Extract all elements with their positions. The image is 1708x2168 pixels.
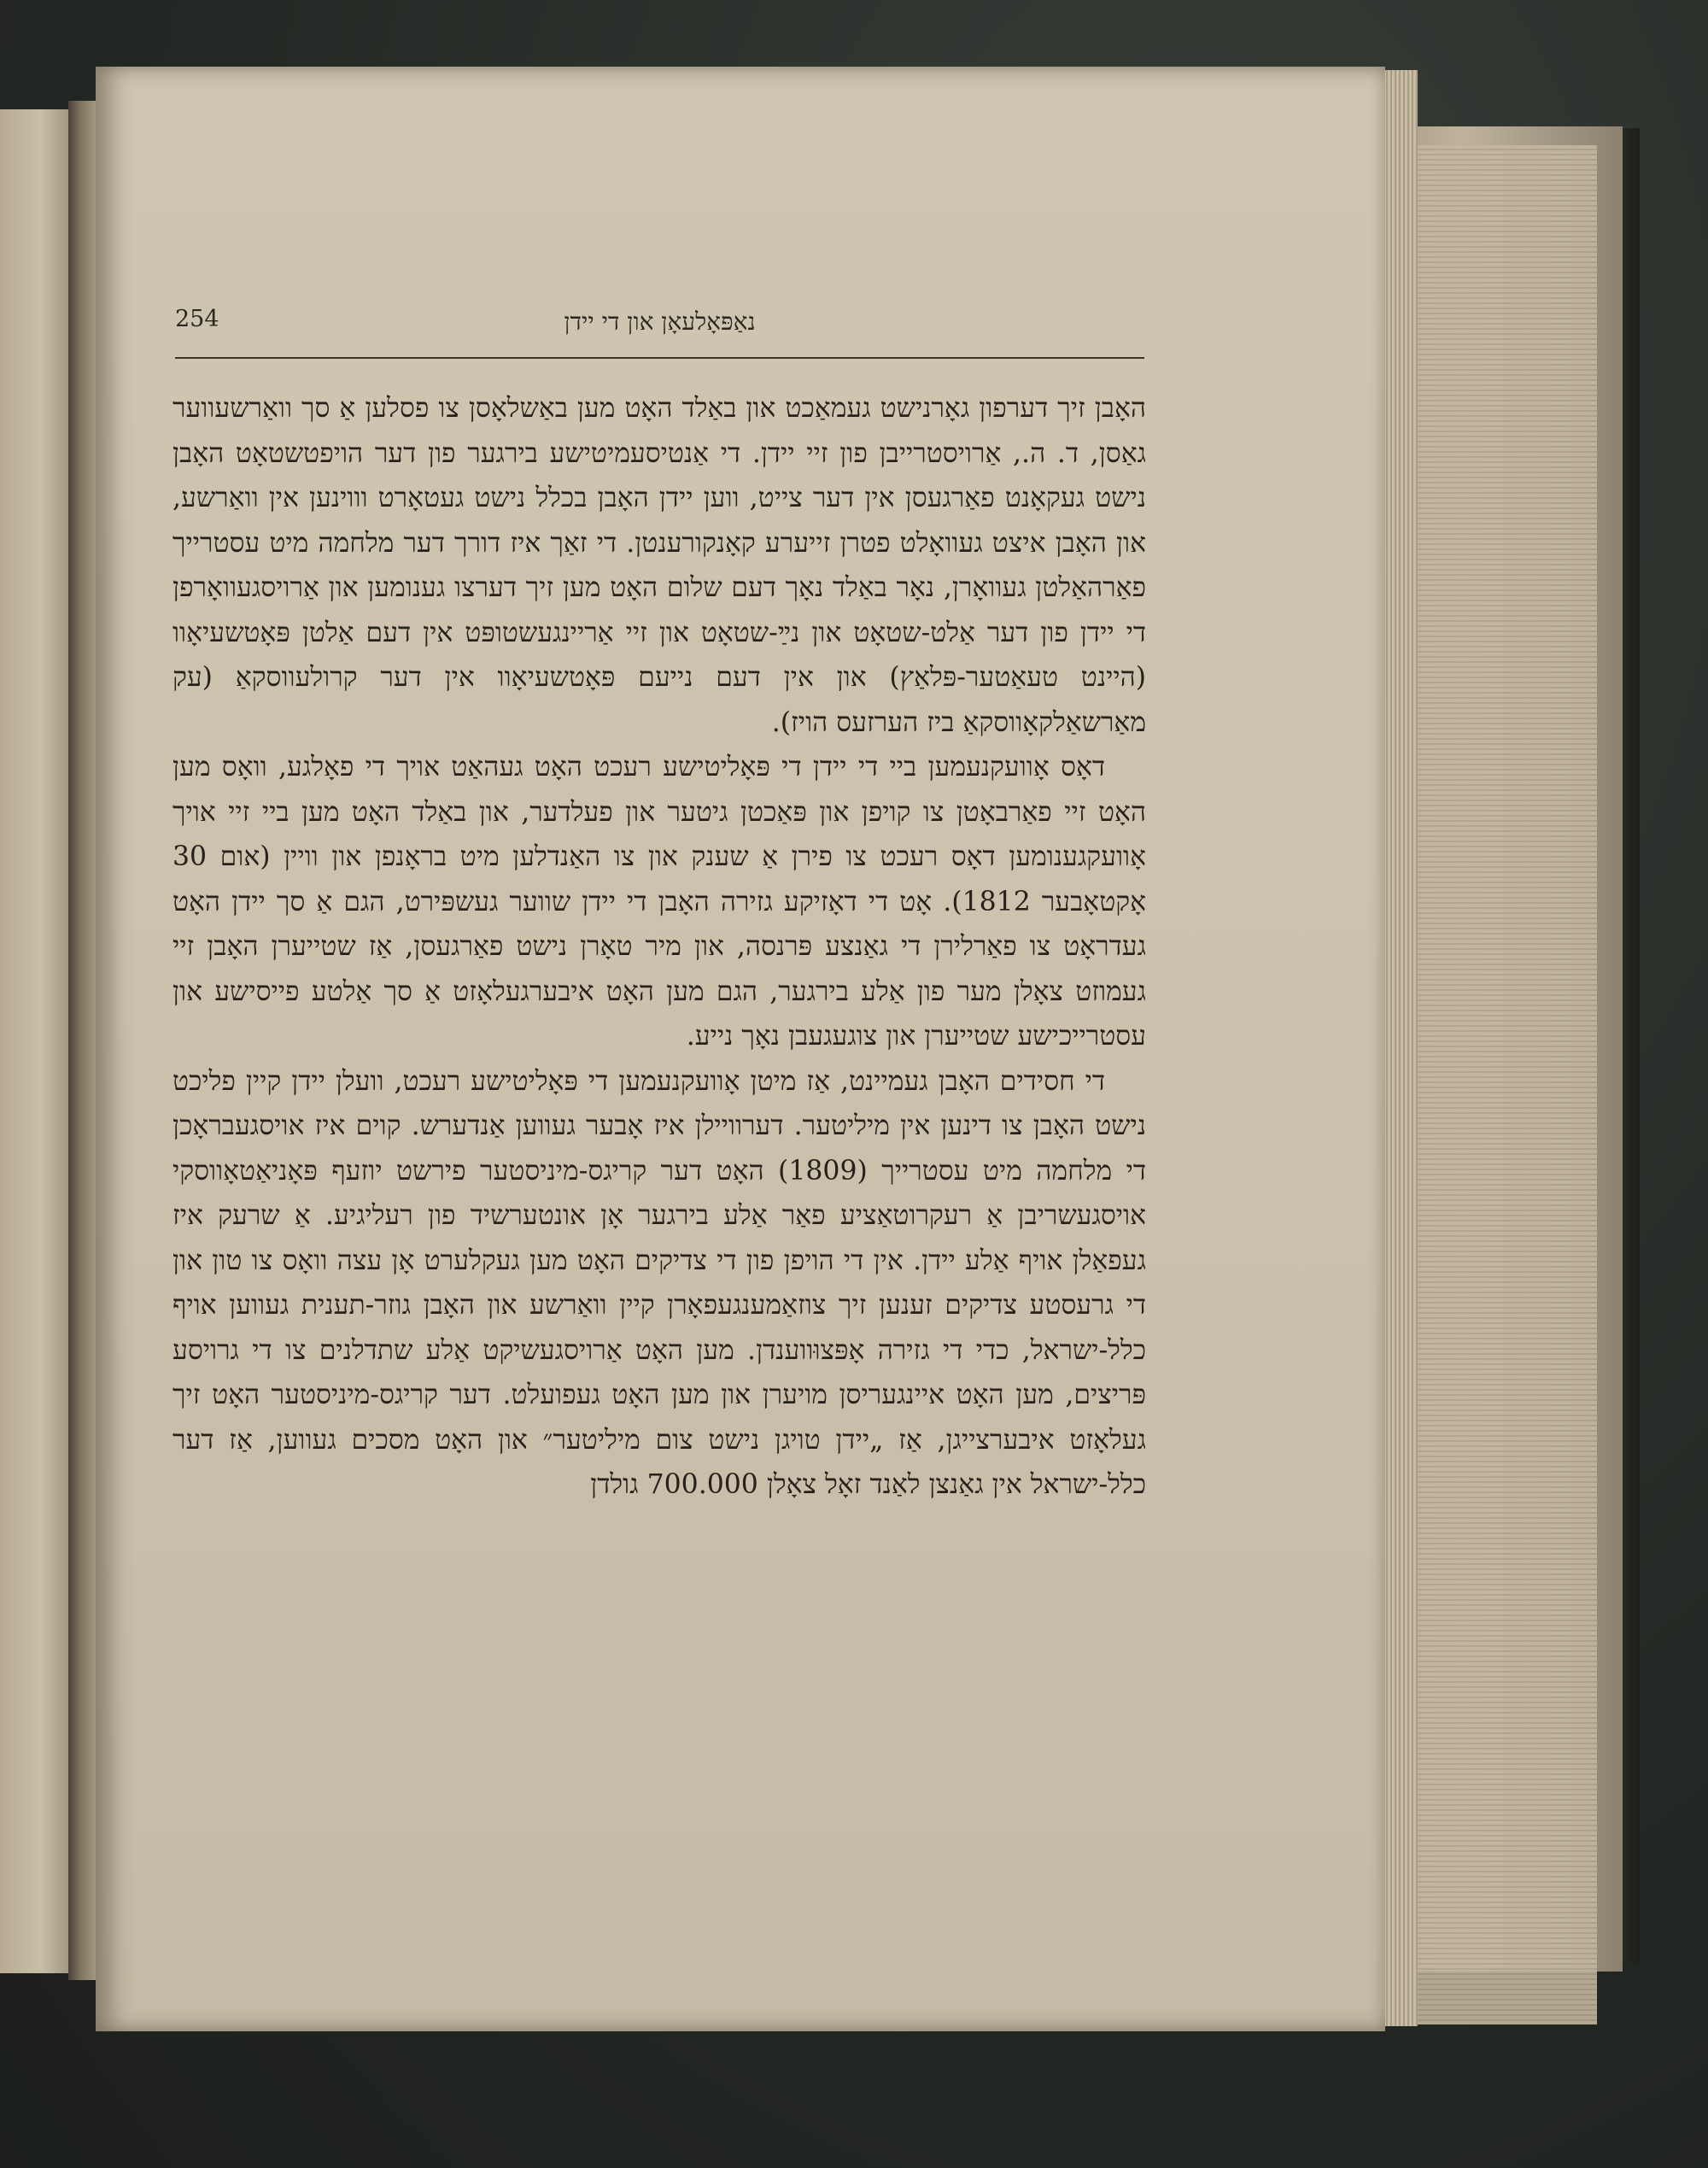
page-number: 254 [175, 306, 219, 332]
header-rule [175, 357, 1144, 359]
previous-page-edge [0, 109, 73, 1973]
body-text [173, 386, 1146, 1508]
book-gutter [68, 101, 97, 1980]
paragraph-2: דאָס אָוועקנעמען ביי די יידן די פּאָליטישע רעכט האָט געהאַט אויך די פאָלגע, וואָס מען האָט זיי פאַרבאָטן צו קויפן און פּאַכטן גיטער און פעלדער, און באַלד האָט מען ביי זיי אויך אָוועקגענומען דאָס רעכט צו פירן אַ שענק און צו האַנדלען מיט בראָנפן און וויין (אום 30 אָקטאָבער 1812). אָט די דאָזיקע גזירה האָבן די יידן שווער געשפּירט, הגם אַ סך יידן האָט געדראָט צו פאַרלירן די גאַנצע פּרנסה, און מיר טאָרן נישט פאַרגעסן, אַז שטייערן האָבן זיי געמוזט צאָלן מער פון אַלע בירגער, הגם מען האָט איבערגעלאָזט אַ סך אַלטע פייסישע און עסטרייכישע שטייערן און צוגעגעבן נאָך נייע. [173, 752, 1146, 1052]
paragraph-3: די חסידים האָבן געמיינט, אַז מיטן אָוועקנעמען די פּאָליטישע רעכט, וועלן יידן קיין פליכט נישט האָבן צו דינען אין מיליטער. דערוויילן איז אָבער געווען אַנדערש. קוים איז אויסגעבראָכן די מלחמה מיט עסטרייך (1809) האָט דער קריגס-מיניסטער פירשט יוזעף פּאָניאַטאָווסקי אויסגעשריבן אַ רעקרוטאַציע פאַר אַלע בירגער אָן אונטערשיד פון רעליגיע. אַ שרעק איז געפאַלן אויף אַלע יידן. אין די הויפן פון די צדיקים האָט מען געקלערט אָן עצה וואָס צו טון און די גרעסטע צדיקים זענען זיך צוזאַמענגעפאָרן קיין וואַרשע און האָבן גוזר-תענית געווען אויף כלל-ישראל, כדי די גזירה אָפּצוּווענדן. מען האָט אַרויסגעשיקט אַלע שתדלנים צו די גרויסע פּריצים, מען האָט איינגעריסן מויערן און מען האָט געפועלט. דער קריגס-מיניסטער האָט זיך געלאָזט איבערצייגן, אַז „יידן טויגן נישט צום מיליטער״ און האָט מסכים געווען, אַז דער כלל-ישראל אין גאַנצן לאַנד זאָל צאָלן 700.000 גולדן [173, 1065, 1146, 1500]
paragraph-1: האָבן זיך דערפון גאָרנישט געמאַכט און באַלד האָט מען באַשלאָסן צו פסלען אַ סך וואַרשעווער גאַסן, ד. ה., אַרויסטרייבן פון זיי יידן. די אַנטיסעמיטישע בירגער פון דער הויפטשטאָט האָבן נישט געקאָנט פאַרגעסן אין דער צייט, ווען יידן האָבן בכלל נישט געטאָרט וווינען אין וואַרשע, און האָבן איצט געוואָלט פטרן זייערע קאָנקורענטן. די זאַך איז דורך דער מלחמה מיט עסטרייך פאַרהאַלטן געוואָרן, נאָר באַלד נאָך דעם שלום האָט מען זיך דערצו גענומען און אַרויסגעוואָרפן די יידן פון דער אַלט-שטאָט און נײַ-שטאָט און זיי אַריינגעשטופּט אין דעם אַלטן פּאָטשעיאָוו (היינט טעאַטער-פּלאַץ) און אין דעם נייעם פּאָטשעיאָוו אין דער קרולעווסקאַ (עק מאַרשאַלקאָווסקאַ ביז הערזעס הויז). [173, 393, 1146, 738]
running-head [175, 296, 1144, 355]
running-head-title: נאַפּאָלעאָן און די יידן [564, 308, 756, 336]
lower-page-stack [1409, 145, 1597, 2024]
